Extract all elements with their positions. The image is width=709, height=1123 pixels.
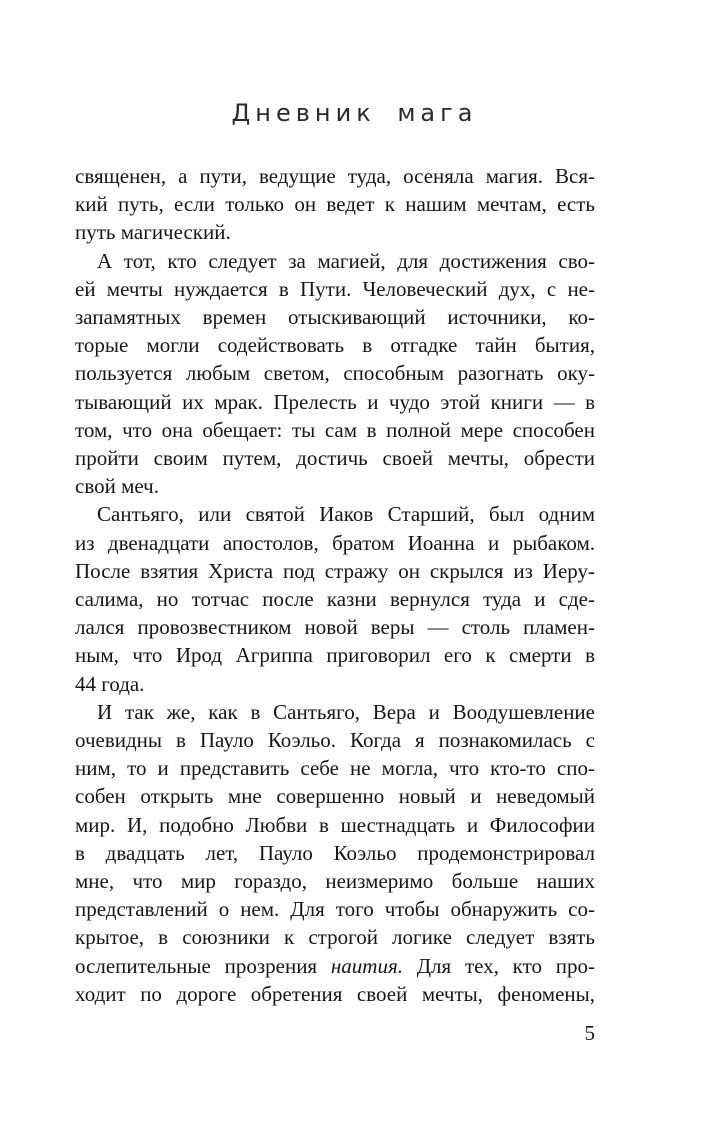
text-line — [75, 952, 595, 980]
text-line: собен открыть мне совершенно новый и неведомый — [75, 784, 595, 809]
paragraph — [75, 247, 595, 501]
paragraph — [75, 162, 595, 247]
text-line: ей мечты нуждается в Пути. Человеческий дух, с не- — [75, 276, 595, 301]
text-line: 44 года. — [75, 671, 145, 696]
text-line: пользуется любым светом, способным разогнать оку- — [75, 361, 595, 386]
text-line: мне, что мир гораздо, неизмеримо больше наших — [75, 869, 595, 894]
text-line: Сантьяго, или святой Иаков Старший, был одним — [97, 502, 595, 527]
text-line: салима, но тотчас после казни вернулся туда и сде- — [75, 587, 595, 612]
text-line: ным, что Ирод Агриппа приговорил его к смерти в — [75, 643, 595, 668]
text-line: том, что она обещает: ты сам в полной мере способен — [75, 417, 595, 442]
running-header: Дневник мага — [231, 99, 478, 127]
text-line: в двадцать лет, Пауло Коэльо продемонстрировал — [75, 840, 595, 865]
text-line: ходит по дороге обретения своей мечты, феномены, — [75, 981, 595, 1006]
text-line: пройти своим путем, достичь своей мечты, обрести — [75, 446, 595, 471]
text-line: тывающий их мрак. Прелесть и чудо этой книги — в — [75, 389, 595, 414]
italic-term: наития. — [330, 953, 403, 978]
text-line: очевидны в Пауло Коэльо. Когда я познакомилась с — [75, 728, 595, 753]
text-line: свой меч. — [75, 474, 159, 499]
text-segment: ослепительные прозрения — [75, 953, 331, 978]
page-number: 5 — [584, 1021, 595, 1045]
text-line: представлений о нем. Для того чтобы обнаружить со- — [75, 897, 595, 922]
text-line: священен, а пути, ведущие туда, осеняла магия. Вся- — [75, 164, 595, 188]
text-line: кий путь, если только он ведет к нашим мечтам, есть — [75, 192, 595, 217]
text-line: ним, то и представить себе не могла, что кто-то спо- — [75, 756, 595, 781]
text-line: лался провозвестником новой веры — столь пламен- — [75, 615, 595, 640]
text-line: запамятных времен отыскивающий источники, ко- — [75, 305, 595, 330]
text-block — [75, 162, 595, 1008]
text-line: путь магический. — [75, 220, 231, 245]
text-line: мир. И, подобно Любви в шестнадцать и Философии — [75, 812, 595, 837]
paragraph — [75, 500, 595, 697]
text-line: торые могли содействовать в отгадке тайн бытия, — [75, 333, 595, 358]
text-line: А тот, кто следует за магией, для достижения сво- — [97, 248, 595, 273]
text-segment: Для тех, кто про- — [402, 953, 595, 978]
paragraph — [75, 698, 595, 1008]
text-line: После взятия Христа под стражу он скрылся из Иеру- — [75, 558, 595, 583]
text-line: И так же, как в Сантьяго, Вера и Воодушевление — [97, 699, 595, 724]
text-line: крытое, в союзники к строгой логике следует взять — [75, 925, 595, 950]
text-line: из двенадцати апостолов, братом Иоанна и рыбаком. — [75, 530, 595, 555]
